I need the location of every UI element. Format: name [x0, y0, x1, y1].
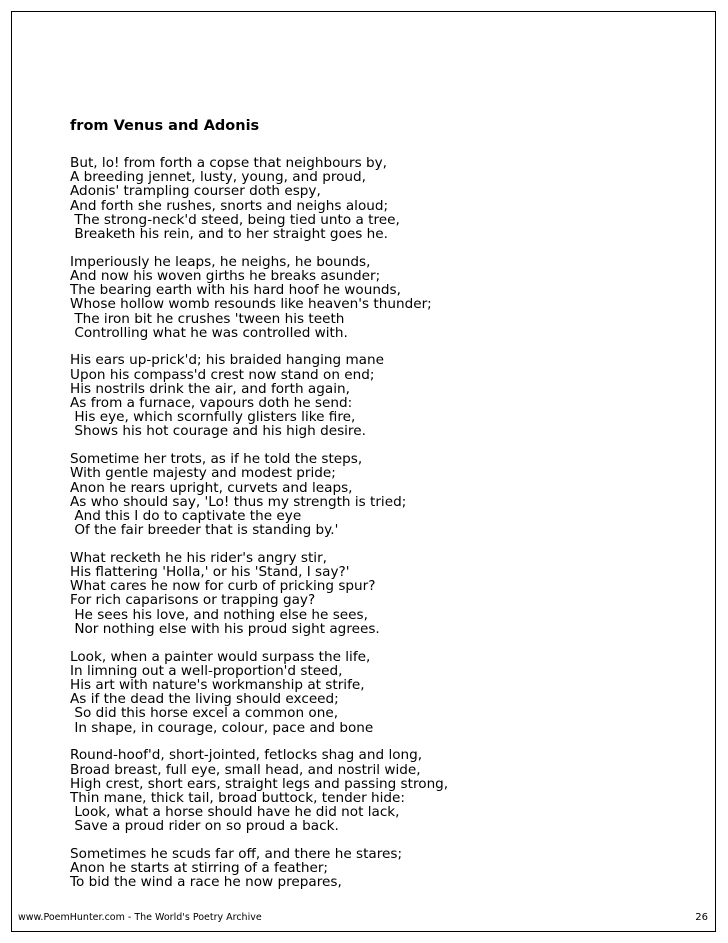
stanza	[70, 255, 710, 340]
poem-body	[70, 118, 710, 903]
poem-line: Whose hollow womb resounds like heaven's thunder;	[70, 296, 432, 313]
poem-line: Thin mane, thick tail, broad buttock, tender hide:	[70, 789, 405, 806]
poem-line: Anon he rears upright, curvets and leaps,	[70, 479, 353, 496]
stanza	[70, 650, 710, 735]
poem-line: The strong-neck'd steed, being tied unto a tree,	[70, 211, 400, 228]
poem-line: The iron bit he crushes 'tween his teeth	[70, 310, 345, 327]
poem-line: And this I do to captivate the eye	[70, 507, 302, 524]
poem-line: Of the fair breeder that is standing by.'	[70, 522, 339, 539]
poem-line: The bearing earth with his hard hoof he wounds,	[70, 282, 401, 299]
poem-line: To bid the wind a race he now prepares,	[70, 874, 342, 891]
poem-line: Upon his compass'd crest now stand on end;	[70, 366, 375, 383]
stanza	[70, 748, 710, 833]
poem-line: And forth she rushes, snorts and neighs aloud;	[70, 197, 389, 214]
poem-line: As who should say, 'Lo! thus my strength is tried;	[70, 493, 407, 510]
footer-source: www.PoemHunter.com - The World's Poetry Archive	[18, 912, 262, 923]
poem-line: Save a proud rider on so proud a back.	[70, 818, 339, 835]
poem-line: What recketh he his rider's angry stir,	[70, 549, 327, 566]
footer-page-number: 26	[695, 912, 708, 923]
poem-line: Look, what a horse should have he did not lack,	[70, 804, 400, 821]
poem-line: But, lo! from forth a copse that neighbours by,	[70, 155, 388, 171]
poem-line: Nor nothing else with his proud sight agrees.	[70, 620, 380, 637]
poem-line: Broad breast, full eye, small head, and nostril wide,	[70, 761, 421, 778]
poem-line: And now his woven girths he breaks asunder;	[70, 267, 381, 284]
poem-line: Shows his hot courage and his high desire.	[70, 423, 366, 440]
poem-line: He sees his love, and nothing else he sees,	[70, 606, 368, 623]
poem-line: A breeding jennet, lusty, young, and proud,	[70, 169, 366, 186]
poem-line: Anon he starts at stirring of a feather;	[70, 860, 329, 877]
poem-line: In shape, in courage, colour, pace and bone	[70, 719, 374, 736]
poem-line: As if the dead the living should exceed;	[70, 691, 339, 708]
stanza	[70, 353, 710, 438]
poem-title: from Venus and Adonis	[70, 118, 260, 134]
poem-line: As from a furnace, vapours doth he send:	[70, 395, 353, 412]
poem-line: Sometimes he scuds far off, and there he stares;	[70, 846, 403, 863]
poem-line: Adonis' trampling courser doth espy,	[70, 183, 321, 200]
poem-line: His ears up-prick'd; his braided hanging mane	[70, 352, 384, 369]
poem-line: For rich caparisons or trapping gay?	[70, 592, 316, 609]
poem-line: High crest, short ears, straight legs and passing strong,	[70, 775, 449, 792]
poem-line: What cares he now for curb of pricking spur?	[70, 578, 376, 595]
poem-line: Look, when a painter would surpass the life,	[70, 648, 371, 665]
poem-line: So did this horse excel a common one,	[70, 705, 339, 722]
poem-line: Controlling what he was controlled with.	[70, 324, 348, 341]
poem-line: His eye, which scornfully glisters like fire,	[70, 409, 356, 426]
poem-line: Round-hoof'd, short-jointed, fetlocks shag and long,	[70, 747, 423, 764]
stanza	[70, 156, 710, 241]
poem-line: In limning out a well-proportion'd steed,	[70, 662, 343, 679]
stanza	[70, 551, 710, 636]
poem-line: Breaketh his rein, and to her straight goes he.	[70, 226, 388, 243]
poem-line: Imperiously he leaps, he neighs, he bounds,	[70, 253, 371, 270]
stanza	[70, 847, 710, 890]
poem-line: His art with nature's workmanship at strife,	[70, 677, 365, 693]
poem-line: With gentle majesty and modest pride;	[70, 465, 336, 482]
stanza	[70, 452, 710, 537]
poem-line: His flattering 'Holla,' or his 'Stand, I say?'	[70, 564, 350, 581]
stanza-list	[70, 156, 710, 890]
poem-line: Sometime her trots, as if he told the steps,	[70, 451, 363, 468]
poem-line: His nostrils drink the air, and forth again,	[70, 380, 350, 397]
